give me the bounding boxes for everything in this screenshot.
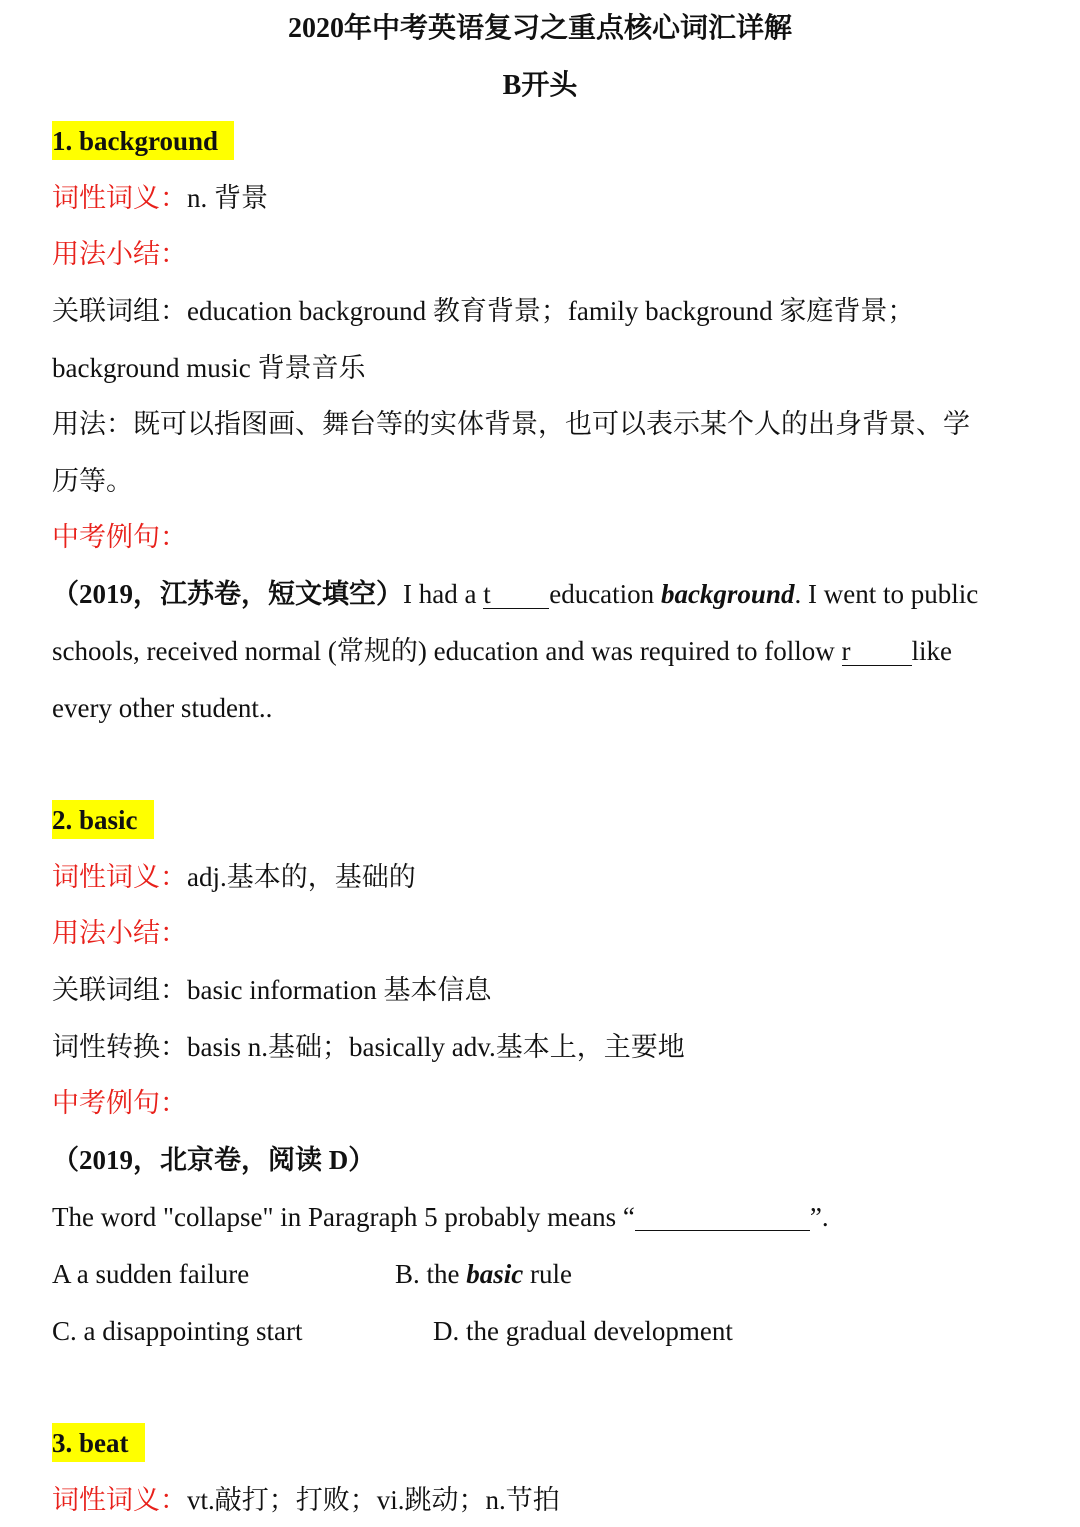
question-text: The word "collapse" in Paragraph 5 probably means “ ”. — [52, 1202, 829, 1232]
usage-summary-label: 用法小结： — [52, 239, 187, 269]
answer-blank — [635, 1206, 810, 1231]
pos-meaning-label: 词性词义： — [52, 862, 187, 892]
entry-meaning-row — [52, 864, 416, 891]
exam-examples-label: 中考例句： — [52, 522, 187, 552]
related-phrases: 关联词组：basic information 基本信息 — [52, 975, 492, 1005]
keyword: basic — [466, 1259, 524, 1289]
entry-heading-basic: 2. basic — [52, 807, 154, 834]
option-a: A a sudden failure — [52, 1259, 250, 1289]
example-sentence-line-2: schools, received normal (常规的) education and was required to follow r like — [52, 636, 953, 666]
entry-heading-background: 1. background — [52, 128, 234, 155]
usage-note-cont: 历等。 — [52, 466, 133, 496]
example-sentence-line-1: （2019，江苏卷，短文填空）I had a t education background. I went to public — [52, 579, 979, 609]
option-b: B. the basic rule — [395, 1259, 572, 1289]
document-subtitle: B开头 — [502, 70, 578, 101]
pos-meaning-label: 词性词义： — [52, 1485, 187, 1515]
keyword: background — [660, 579, 795, 609]
pos-meaning-label: 词性词义： — [52, 183, 187, 213]
entry-heading-beat: 3. beat — [52, 1430, 145, 1457]
usage-summary-label: 用法小结： — [52, 918, 187, 948]
option-d: D. the gradual development — [433, 1316, 733, 1346]
usage-note: 用法：既可以指图画、舞台等的实体背景，也可以表示某个人的出身背景、学 — [52, 409, 970, 439]
example-sentence-line-3: every other student.. — [52, 693, 273, 723]
fill-blank: t — [483, 581, 549, 609]
fill-blank: r — [842, 638, 912, 666]
entry-meaning-row — [52, 1487, 560, 1514]
related-phrases: 关联词组：education background 教育背景；family background 家庭背景； — [52, 296, 915, 326]
related-phrases-cont: background music 背景音乐 — [52, 353, 366, 383]
document-title: 2020年中考英语复习之重点核心词汇详解 — [287, 13, 792, 44]
pos-meaning-value: vt.敲打；打败；vi.跳动；n.节拍 — [187, 1485, 560, 1515]
exam-examples-label: 中考例句： — [52, 1088, 187, 1118]
pos-meaning-value: n. 背景 — [187, 183, 268, 213]
pos-meaning-value: adj.基本的，基础的 — [187, 862, 416, 892]
word-form-conversion: 词性转换：basis n.基础；basically adv.基本上，主要地 — [52, 1032, 685, 1062]
option-c: C. a disappointing start — [52, 1316, 303, 1346]
entry-meaning-row — [52, 185, 268, 212]
example-source: （2019，北京卷，阅读 D） — [52, 1145, 376, 1175]
example-source: （2019，江苏卷，短文填空） — [52, 579, 403, 609]
